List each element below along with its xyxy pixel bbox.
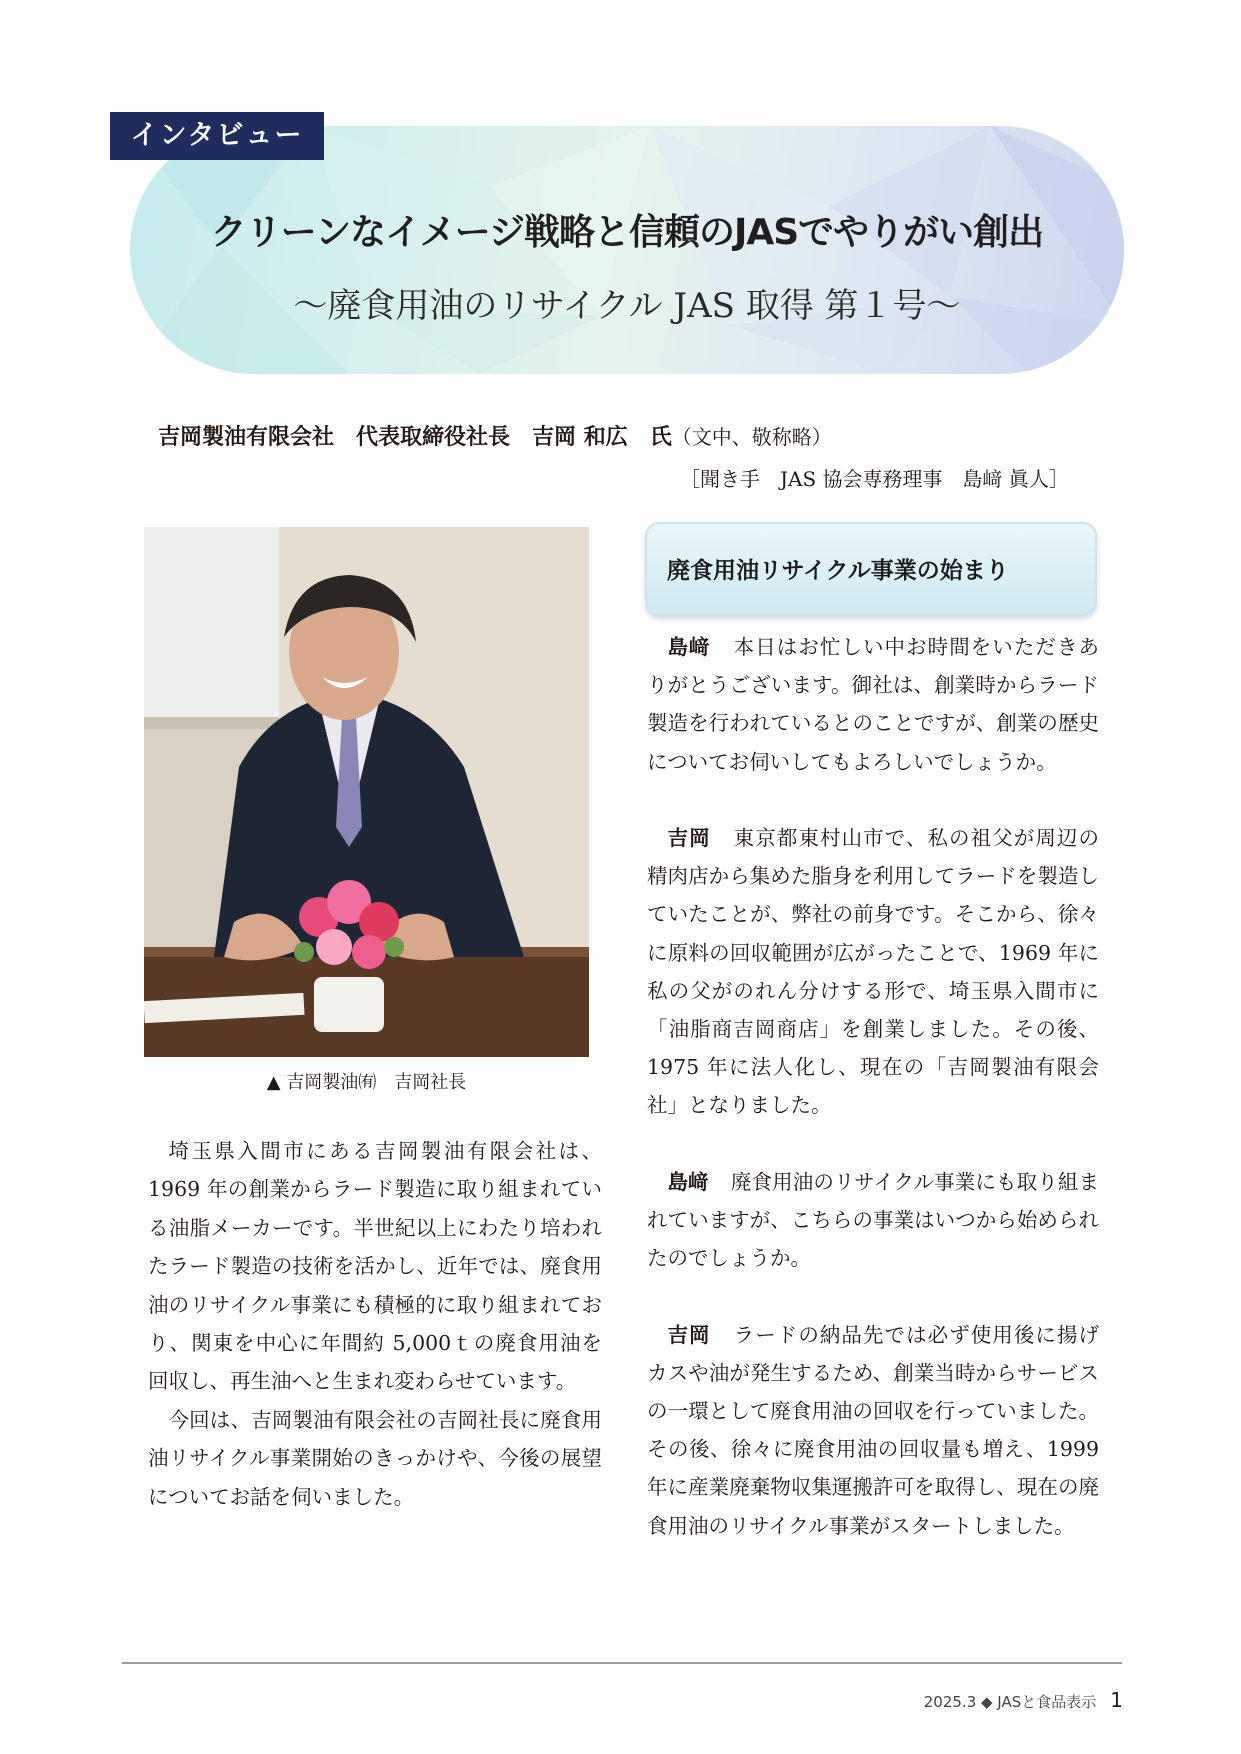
speaker-name: 島﨑: [667, 635, 711, 659]
dialogue-entry: [647, 819, 1099, 1125]
dialogue-text: 本日はお忙しい中お時間をいただきありがとうございます。御社は、創業時からラード製造を行われているとのことですが、創業の歴史についてお伺いしてもよろしいでしょうか。: [647, 635, 1100, 774]
page-title: クリーンなイメージ戦略と信頼のJASでやりがい創出: [210, 212, 1044, 253]
byline-note: （文中、敬称略）: [671, 425, 832, 449]
interviewee-photo: [144, 527, 589, 1057]
byline: [158, 420, 832, 451]
dialogue-text: 廃食用油のリサイクル事業にも取り組まれていますが、こちらの事業はいつから始められたのでしょうか。: [647, 1169, 1100, 1271]
page-footer: [924, 1688, 1123, 1712]
byline-name: 吉岡 和広 氏: [532, 425, 672, 450]
speaker-name: 島﨑: [667, 1169, 709, 1194]
interview-dialogue: [647, 628, 1099, 1583]
speaker-name: 吉岡: [667, 1322, 711, 1347]
interviewer-credit: ［聞き手 JAS 協会専務理事 島﨑 眞人］: [680, 467, 1069, 491]
intro-text: [148, 1132, 602, 1516]
dialogue-text: ラードの納品先では必ず使用後に揚げカスや油が発生するため、創業当時からサービスの一環として廃食用油の回収を行っていました。その後、徐々に廃食用油の回収量も増え、1999 年に産業廃棄物収集運搬許可を取得し、現在の廃食用油のリサイクル事業がスタートしました。: [647, 1322, 1100, 1538]
speaker-name: 吉岡: [667, 826, 711, 850]
page-subtitle: ～廃食用油のリサイクル JAS 取得 第１号～: [293, 286, 961, 326]
section-heading-box: [645, 522, 1097, 616]
byline-company: 吉岡製油有限会社: [158, 425, 335, 450]
dialogue-text: 東京都東村山市で、私の祖父が周辺の精肉店から集めた脂身を利用してラードを製造していたことが、弊社の前身です。そこから、徐々に原料の回収範囲が広がったことで、1969 年に私の父がのれん分けする形で、埼玉県入間市に「油脂商吉岡商店」を創業しました。その後、1975 年に法人化し、現在の「吉岡製油有限会社」となりました。: [647, 826, 1100, 1118]
dialogue-entry: [647, 628, 1099, 781]
footer-issue: 2025.3 ◆ JASと食品表示: [923, 1693, 1097, 1711]
byline-role: 代表取締役社長: [356, 425, 511, 450]
section-heading: 廃食用油リサイクル事業の始まり: [667, 558, 1009, 584]
category-tag: インタビュー: [110, 112, 324, 160]
photo-caption: ▲ 吉岡製油㈲ 吉岡社長: [266, 1072, 467, 1093]
dialogue-entry: [647, 1316, 1099, 1545]
page-number: 1: [1110, 1688, 1123, 1712]
intro-paragraph: 埼玉県入間市にある吉岡製油有限会社は、1969 年の創業からラード製造に取り組まれている油脂メーカーです。半世紀以上にわたり培われたラード製造の技術を活かし、近年では、廃食用油のリサイクル事業にも積極的に取り組まれており、関東を中心に年間約 5,000ｔの廃食用油を回収し、再生油へと生まれ変わらせています。: [148, 1139, 602, 1394]
intro-paragraph: 今回は、吉岡製油有限会社の吉岡社長に廃食用油リサイクル事業開始のきっかけや、今後の展望についてお話を伺いました。: [148, 1407, 602, 1509]
dialogue-entry: [647, 1163, 1099, 1278]
footer-rule: [122, 1662, 1122, 1664]
